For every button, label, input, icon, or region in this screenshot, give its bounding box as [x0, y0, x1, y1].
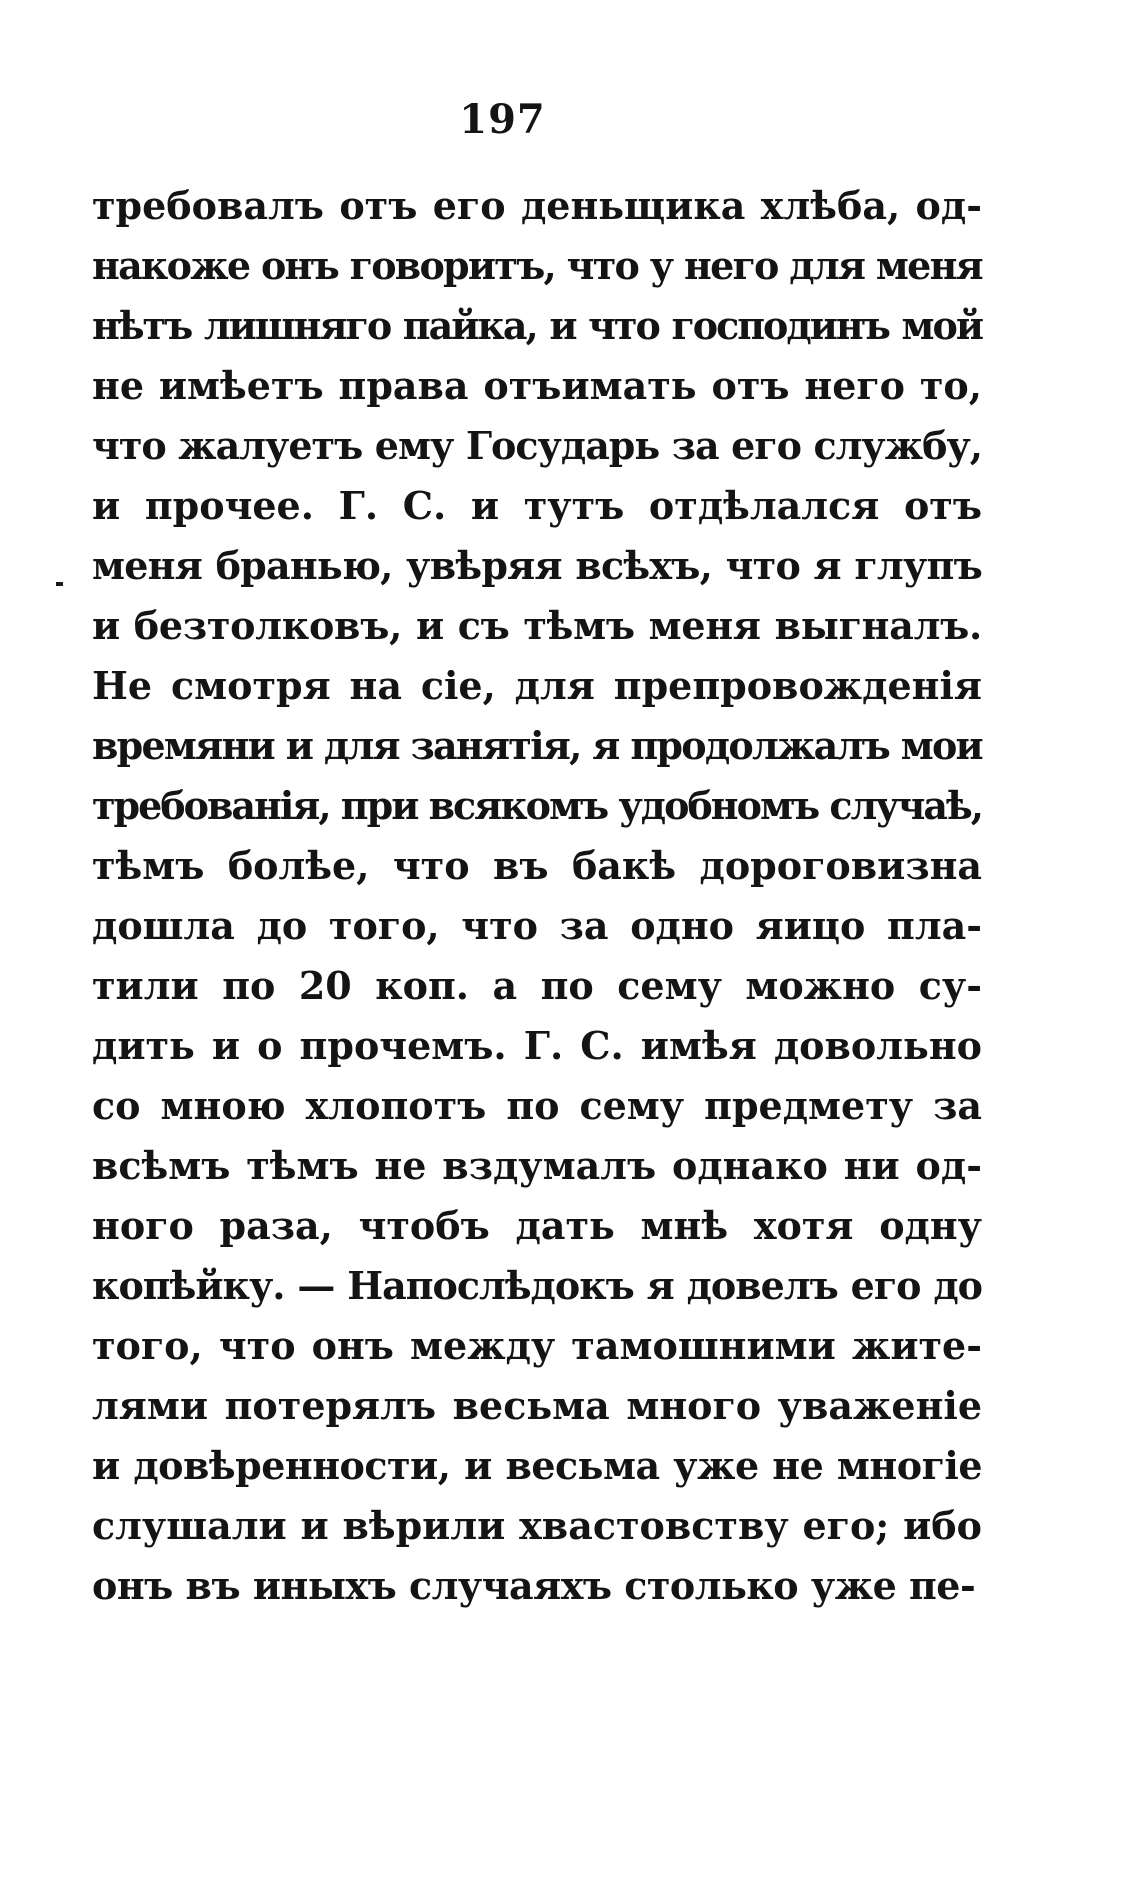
text-line: ного раза, чтобъ дать мнѣ хотя одну: [92, 1203, 982, 1248]
text-line: меня бранью, увѣряя всѣхъ, что я глупъ: [92, 543, 982, 588]
text-line: всѣмъ тѣмъ не вздумалъ однако ни од-: [92, 1143, 982, 1188]
text-line: требованія, при всякомъ удобномъ случаѣ,: [92, 783, 982, 828]
page-number: 197: [459, 96, 546, 143]
text-line: Не смотря на сіе, для препровожденія: [92, 663, 982, 708]
text-line: тили по 20 коп. а по сему можно су-: [92, 963, 982, 1008]
body-text: [92, 176, 982, 1616]
text-line: что жалуетъ ему Государь за его службу,: [92, 423, 982, 468]
text-line: нѣтъ лишняго пайка, и что господинъ мой: [92, 303, 982, 348]
text-line: того, что онъ между тамошними жите-: [92, 1323, 982, 1368]
text-line: тѣмъ болѣе, что въ бакѣ дороговизна: [92, 843, 982, 888]
text-line: времяни и для занятія, я продолжалъ мои: [92, 723, 982, 768]
margin-mark: [56, 582, 63, 586]
text-line: дошла до того, что за одно яицо пла-: [92, 903, 982, 948]
text-line: лями потерялъ весьма много уваженіе: [92, 1383, 982, 1428]
text-line: дить и о прочемъ. Г. С. имѣя довольно: [92, 1023, 982, 1068]
text-line: и прочее. Г. С. и тутъ отдѣлался отъ: [92, 483, 982, 528]
text-line: и безтолковъ, и съ тѣмъ меня выгналъ.: [92, 603, 982, 648]
text-line: онъ въ иныхъ случаяхъ столько уже пе-: [92, 1563, 976, 1608]
text-line: накоже онъ говоритъ, что у него для меня: [92, 243, 982, 288]
text-line: не имѣетъ права отъимать отъ него то,: [92, 363, 982, 408]
text-line: требовалъ отъ его деньщика хлѣба, од-: [92, 183, 982, 228]
text-line: и довѣренности, и весьма уже не многіе: [92, 1443, 982, 1488]
text-line: со мною хлопотъ по сему предмету за: [92, 1083, 982, 1128]
text-line: копѣйку. — Напослѣдокъ я довелъ его до: [92, 1263, 982, 1308]
text-line: слушали и вѣрили хвастовству его; ибо: [92, 1503, 982, 1548]
